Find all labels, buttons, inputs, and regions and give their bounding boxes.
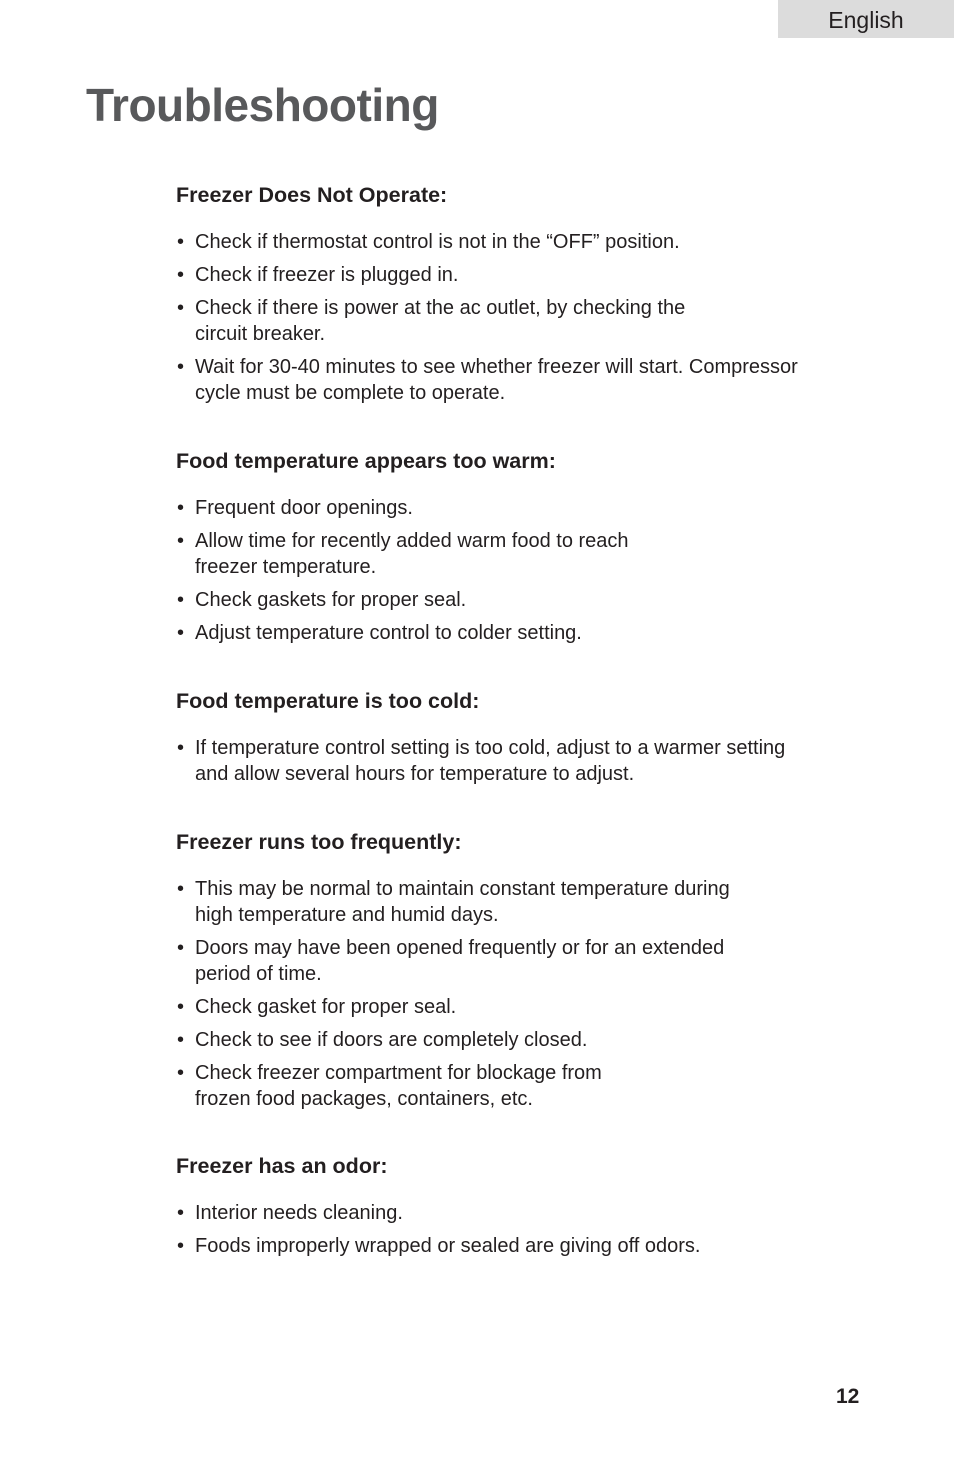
section-has-odor: [176, 1152, 846, 1266]
section-heading: Freezer runs too frequently:: [176, 830, 462, 854]
section-food-too-warm: [176, 447, 846, 653]
page-number: 12: [836, 1385, 860, 1408]
section-freezer-does-not-operate: [176, 181, 846, 413]
list-item: • Wait for 30-40 minutes to see whether freezer will start. Compressor cycle must be complete to operate.: [176, 354, 846, 406]
list-item: • Check if freezer is plugged in.: [176, 262, 846, 288]
list-item: • Check freezer compartment for blockage from frozen food packages, containers, etc.: [176, 1060, 846, 1112]
list-item: • Adjust temperature control to colder setting.: [176, 620, 846, 646]
list-item: • Frequent door openings.: [176, 495, 846, 521]
list-item: • Check if there is power at the ac outlet, by checking the circuit breaker.: [176, 295, 846, 347]
section-runs-too-frequently: [176, 828, 846, 1119]
section-heading: Food temperature is too cold:: [176, 689, 480, 713]
list-item: • Doors may have been opened frequently or for an extended period of time.: [176, 935, 846, 987]
list-item: • If temperature control setting is too cold, adjust to a warmer setting and allow several hours for temperature to adjust.: [176, 735, 846, 787]
page-title: Troubleshooting: [86, 79, 439, 131]
bullet-list: [176, 229, 846, 406]
list-item: • Allow time for recently added warm food to reach freezer temperature.: [176, 528, 846, 580]
list-item: • Check if thermostat control is not in the “OFF” position.: [176, 229, 846, 255]
section-food-too-cold: [176, 687, 846, 794]
list-item: • Foods improperly wrapped or sealed are giving off odors.: [176, 1233, 846, 1259]
list-item: • Check to see if doors are completely closed.: [176, 1027, 846, 1053]
bullet-list: [176, 1200, 846, 1259]
bullet-list: [176, 495, 846, 646]
list-item: • Interior needs cleaning.: [176, 1200, 846, 1226]
section-heading: Freezer Does Not Operate:: [176, 183, 448, 207]
list-item: • This may be normal to maintain constant temperature during high temperature and humid days.: [176, 876, 846, 928]
section-heading: Freezer has an odor:: [176, 1154, 388, 1178]
section-heading: Food temperature appears too warm:: [176, 449, 556, 473]
list-item: • Check gaskets for proper seal.: [176, 587, 846, 613]
list-item: • Check gasket for proper seal.: [176, 994, 846, 1020]
bullet-list: [176, 876, 846, 1112]
language-tab: English: [778, 0, 954, 38]
bullet-list: [176, 735, 846, 787]
